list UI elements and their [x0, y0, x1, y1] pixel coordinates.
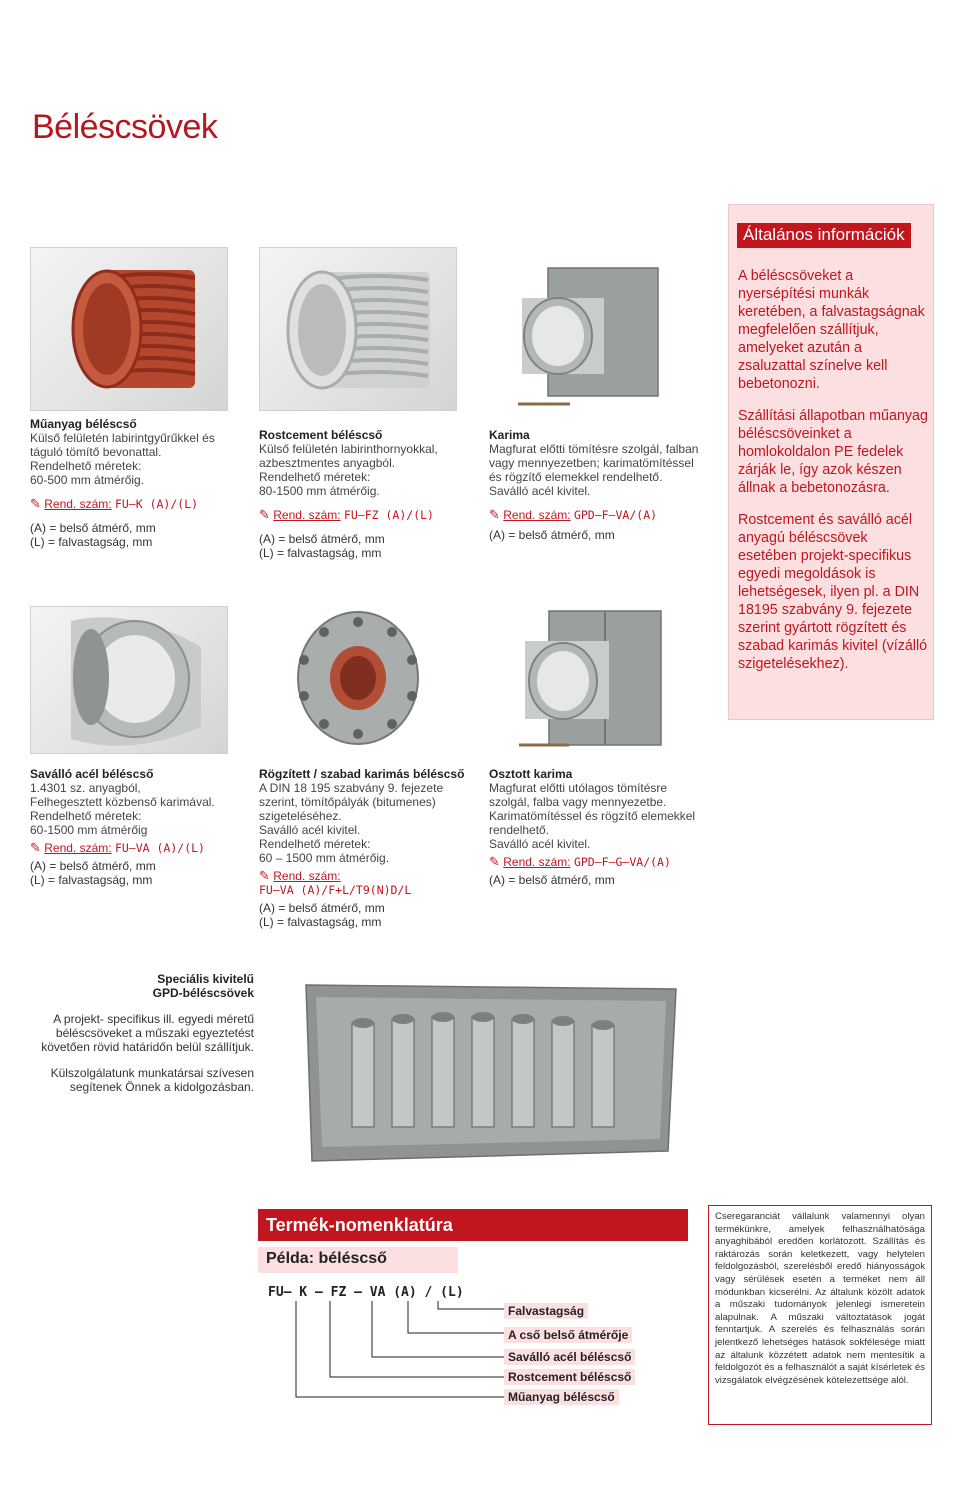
nomenclature-label: Falvastagság [504, 1303, 588, 1319]
order-label: Rend. szám: [44, 841, 112, 855]
order-label: Rend. szám: [503, 508, 571, 522]
info-paragraph: Szállítási állapotban műanyag béléscsöveinket a homlokoldalon PE fedelek zárják le, így azok készen állnak a bebetonozásra. [738, 408, 928, 496]
order-label: Rend. szám: [273, 508, 341, 522]
legend-line: (L) = falvastagság, mm [30, 873, 153, 887]
product-line: Saválló acél kivitel. [489, 484, 591, 498]
product-title: Saválló acél béléscső [30, 767, 154, 781]
fibre-cement-pipe-description [259, 428, 469, 560]
order-code: FU–VA (A)/F+L/T9(N)D/L [259, 883, 412, 897]
legend-line: (A) = belső átmérő, mm [489, 528, 615, 542]
product-line: Saválló acél kivitel. [259, 823, 361, 837]
product-line: Magfurat előtti tömítésre szolgál, falban [489, 442, 699, 456]
order-code: FU–VA (A)/(L) [114, 841, 205, 855]
warranty-notice [708, 1205, 932, 1425]
pencil-icon: ✎ [30, 496, 41, 511]
special-paragraph: Külszolgálatunk munkatársai szívesen segítenek Önnek a kidolgozásban. [50, 1066, 254, 1094]
product-line: 60-1500 mm átmérőig [30, 823, 148, 837]
special-paragraph: A projekt- specifikus ill. egyedi méretű béléscsöveket a műszaki egyeztetést követően rövid határidőn belül szállítjuk. [41, 1012, 254, 1054]
product-line: Saválló acél kivitel. [489, 837, 591, 851]
product-line: szigeteléséhez. [259, 809, 342, 823]
info-paragraph: Rostcement és saválló acél anyagú béléscsövek esetében projekt-specifikus egyedi megoldások is lehetségesek, ilyen pl. a DIN 18195 szabvány 9. fejezete szerint gyártott rögzített és szabad karimás kivitel (vízálló szigetelésekhez). [738, 512, 928, 672]
flange-description [489, 428, 709, 542]
page-title: Béléscsövek [32, 108, 218, 146]
product-line: Rendelhető méretek: [259, 470, 371, 484]
nomenclature-title: Termék-nomenklatúra [258, 1209, 688, 1241]
product-title: Rögzített / szabad karimás béléscső [259, 767, 465, 781]
general-info-heading: Általános információk [737, 223, 911, 248]
fixed-flange-pipe-description [259, 767, 474, 929]
product-line: Rendelhető méretek: [30, 459, 142, 473]
product-line: vagy mennyezetben; karimatömítéssel [489, 456, 694, 470]
product-line: Külső felületén labirinthornyokkal, [259, 442, 438, 456]
general-info-panel [728, 204, 934, 720]
product-line: táguló tömítő bevonattal. [30, 445, 162, 459]
split-flange-description [489, 767, 709, 887]
special-title: Speciális kivitelű [157, 972, 254, 986]
nomenclature-connector-lines [258, 1299, 508, 1459]
product-line: Felhegesztett közbenső karimával. [30, 795, 215, 809]
nomenclature-code: FU– K – FZ – VA (A) / (L) [268, 1285, 464, 1300]
product-line: Külső felületén labirintgyűrűkkel és [30, 431, 215, 445]
info-paragraph: A béléscsöveket a nyersépítési munkák keretében, a falvastagságnak megfelelően szállítjuk, amelyeket azután a zsaluzattal színelve kell bebetonozni. [738, 268, 925, 392]
legend-line: (L) = falvastagság, mm [30, 535, 153, 549]
product-line: A DIN 18 195 szabvány 9. fejezete [259, 781, 444, 795]
product-line: Magfurat előtti utólagos tömítésre [489, 781, 668, 795]
legend-line: (A) = belső átmérő, mm [259, 901, 385, 915]
order-label: Rend. szám: [273, 869, 341, 883]
legend-line: (A) = belső átmérő, mm [489, 873, 615, 887]
pencil-icon: ✎ [259, 868, 270, 883]
product-line: azbesztmentes anyagból. [259, 456, 396, 470]
warranty-text: Cseregaranciát vállalunk valamennyi olyan termékünkre, amelyek felhasználhatósága anyaghibából eredően korlátozott. Szállítás és raktározás során keletkezett, vagy helytelen feldolgozásból, szerelésből eredő hiányosságok vagy sérülések esetén a terméket nem áll módunkban kicserélni. Az általunk közölt adatok a műszaki tudományok jelenlegi ismeretein alapulnak. A műszaki változtatások jogát fenntartjuk. A szerelés és felhasználás során jelentkező lehetséges hatások sokfélesége miatt az általunk közzétett adatok nem mentesítik a feldolgozót és a felhasználót a saját kísérletek és vizsgálatok elvégzésének kötelezettsége alól. [715, 1211, 925, 1386]
product-line: 80-1500 mm átmérőig. [259, 484, 380, 498]
pencil-icon: ✎ [489, 854, 500, 869]
special-design-block [28, 972, 254, 1094]
product-line: és rögzítő elemekkel rendelhető. [489, 470, 663, 484]
split-flange-photo [505, 605, 680, 755]
fibre-cement-pipe-photo [259, 247, 457, 411]
product-title: Rostcement béléscső [259, 428, 383, 442]
stainless-pipe-photo [30, 606, 228, 754]
order-label: Rend. szám: [44, 497, 112, 511]
order-code: FU–FZ (A)/(L) [343, 508, 434, 522]
legend-line: (A) = belső átmérő, mm [259, 532, 385, 546]
product-line: rendelhető. [489, 823, 550, 837]
nomenclature-label: Rostcement béléscső [504, 1369, 635, 1385]
order-code: FU–K (A)/(L) [114, 497, 199, 511]
legend-line: (A) = belső átmérő, mm [30, 521, 156, 535]
product-nomenclature [258, 1203, 688, 1453]
product-line: 60-500 mm átmérőig. [30, 473, 145, 487]
special-title: GPD-béléscsövek [152, 986, 254, 1000]
product-line: 60 – 1500 mm átmérőig. [259, 851, 390, 865]
order-code: GPD–F–VA/(A) [573, 508, 658, 522]
legend-line: (A) = belső átmérő, mm [30, 859, 156, 873]
product-title: Osztott karima [489, 767, 573, 781]
product-title: Műanyag béléscső [30, 417, 137, 431]
flange-photo [500, 258, 680, 413]
product-line: Rendelhető méretek: [30, 809, 142, 823]
product-title: Karima [489, 428, 530, 442]
nomenclature-label: Saválló acél béléscső [504, 1349, 635, 1365]
pencil-icon: ✎ [259, 507, 270, 522]
nomenclature-label: A cső belső átmérője [504, 1327, 632, 1343]
product-line: szolgál, falba vagy mennyezetbe. [489, 795, 667, 809]
product-line: szerint, tömítőpályák (bitumenes) [259, 795, 436, 809]
legend-line: (L) = falvastagság, mm [259, 915, 382, 929]
product-line: Karimatömítéssel és rögzítő elemekkel [489, 809, 696, 823]
product-line: Rendelhető méretek: [259, 837, 371, 851]
legend-line: (L) = falvastagság, mm [259, 546, 382, 560]
pencil-icon: ✎ [489, 507, 500, 522]
order-label: Rend. szám: [503, 855, 571, 869]
plastic-pipe-photo [30, 247, 228, 411]
nomenclature-label: Műanyag béléscső [504, 1389, 619, 1405]
stainless-pipe-description [30, 767, 240, 887]
pencil-icon: ✎ [30, 840, 41, 855]
fixed-flange-pipe-photo [290, 602, 438, 752]
special-gpd-assembly-photo [296, 975, 686, 1173]
order-code: GPD–F–G–VA/(A) [573, 855, 671, 869]
plastic-pipe-description [30, 417, 230, 549]
nomenclature-example: Példa: béléscső [266, 1250, 387, 1267]
product-line: 1.4301 sz. anyagból, [30, 781, 141, 795]
